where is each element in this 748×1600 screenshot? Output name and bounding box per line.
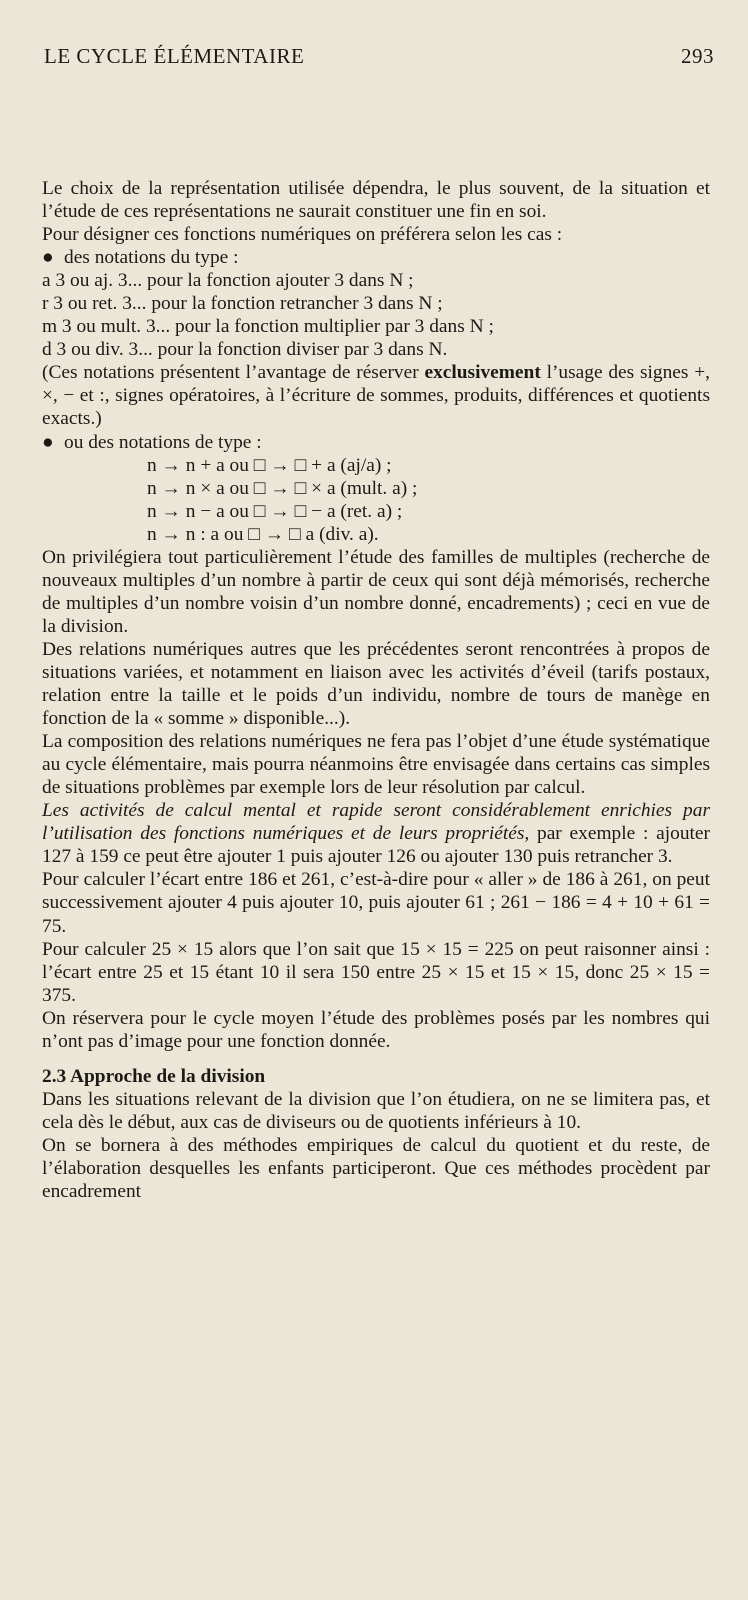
- running-title: LE CYCLE ÉLÉMENTAIRE: [44, 44, 305, 68]
- body-text: [42, 177, 710, 1203]
- bold-text: exclusivement: [424, 362, 541, 384]
- notation-line: a 3 ou aj. 3... pour la fonction ajouter 3 dans N ;: [42, 270, 414, 292]
- paragraph: [42, 361, 710, 430]
- notation-line: n → n − a ou □ → □ − a (ret. a) ;: [147, 500, 403, 522]
- paragraph: Dans les situations relevant de la division que l’on étudiera, on ne se limitera pas, et cela dès le début, aux cas de diviseurs ou de quotients inférieurs à 10.: [42, 1088, 710, 1133]
- bullet-icon: ●: [42, 247, 54, 269]
- text-span: l’usage des signes +, ×, − et :, signes opératoires, à l’écriture de sommes, produits, différences et quotients exacts.): [42, 362, 711, 430]
- bullet-icon: ●: [42, 431, 54, 453]
- paragraph: Des relations numériques autres que les précédentes seront rencontrées à propos de situations variées, et notamment en liaison avec les activités d’éveil (tarifs postaux, relation entre la taille et le poids d’un individu, nombre de tours de manège en fonction de la « somme » disponible...).: [42, 638, 710, 730]
- paragraph: Pour désigner ces fonctions numériques on préférera selon les cas :: [42, 224, 563, 246]
- italic-text: Les activités de calcul mental et rapide seront considérablement enrichies par l’utilisation des fonctions numériques et de leurs propriétés,: [42, 800, 710, 845]
- running-header: [44, 44, 714, 69]
- notation-line: n → n : a ou □ → □ a (div. a).: [147, 523, 379, 545]
- notation-line: m 3 ou mult. 3... pour la fonction multiplier par 3 dans N ;: [42, 316, 494, 338]
- paragraph: On privilégiera tout particulièrement l’étude des familles de multiples (recherche de nouveaux multiples d’un nombre à partir de ceux qui sont déjà mémorisés, recherche de multiples d’un nombre voisin d’un nombre donné, encadrements) ; ceci en vue de la division.: [42, 546, 710, 637]
- text-span: par exemple : ajouter 127 à 159 ce peut être ajouter 1 puis ajouter 126 ou ajouter 130 puis retrancher 3.: [42, 823, 710, 868]
- paragraph: On réservera pour le cycle moyen l’étude des problèmes posés par les nombres qui n’ont pas d’image pour une fonction donnée.: [42, 1007, 710, 1052]
- notation-line: d 3 ou div. 3... pour la fonction diviser par 3 dans N.: [42, 339, 448, 361]
- paragraph: Le choix de la représentation utilisée dépendra, le plus souvent, de la situation et l’étude de ces représentations ne saurait constituer une fin en soi.: [42, 178, 710, 223]
- page-number: 293: [681, 44, 714, 68]
- paragraph: Pour calculer l’écart entre 186 et 261, c’est-à-dire pour « aller » de 186 à 261, on peut successivement ajouter 4 puis ajouter 10, puis ajouter 61 ; 261 − 186 = 4 + 10 + 61 = 75.: [42, 869, 710, 937]
- paragraph: On se bornera à des méthodes empiriques de calcul du quotient et du reste, de l’élaboration desquelles les enfants participeront. Que ces méthodes procèdent par encadrement: [42, 1134, 710, 1203]
- notation-line: r 3 ou ret. 3... pour la fonction retrancher 3 dans N ;: [42, 293, 443, 315]
- bullet-text: des notations du type :: [64, 247, 239, 269]
- notation-line: n → n × a ou □ → □ × a (mult. a) ;: [147, 477, 418, 499]
- bullet-item: [42, 431, 710, 454]
- section-heading: 2.3 Approche de la division: [42, 1065, 266, 1087]
- paragraph: Pour calculer 25 × 15 alors que l’on sait que 15 × 15 = 225 on peut raisonner ainsi : l’écart entre 25 et 15 étant 10 il sera 150 entre 25 × 15 et 15 × 15, donc 25 × 15 = 375.: [42, 938, 710, 1006]
- bullet-text: ou des notations de type :: [64, 431, 262, 453]
- paragraph: [42, 799, 710, 868]
- paragraph: La composition des relations numériques ne fera pas l’objet d’une étude systématique au cycle élémentaire, mais pourra néanmoins être envisagée dans certains cas simples de situations problèmes par exemple lors de leur résolution par calcul.: [42, 731, 710, 799]
- text-span: (Ces notations présentent l’avantage de réserver: [42, 362, 425, 384]
- notation-line: n → n + a ou □ → □ + a (aj/a) ;: [147, 454, 392, 476]
- bullet-item: [42, 246, 710, 269]
